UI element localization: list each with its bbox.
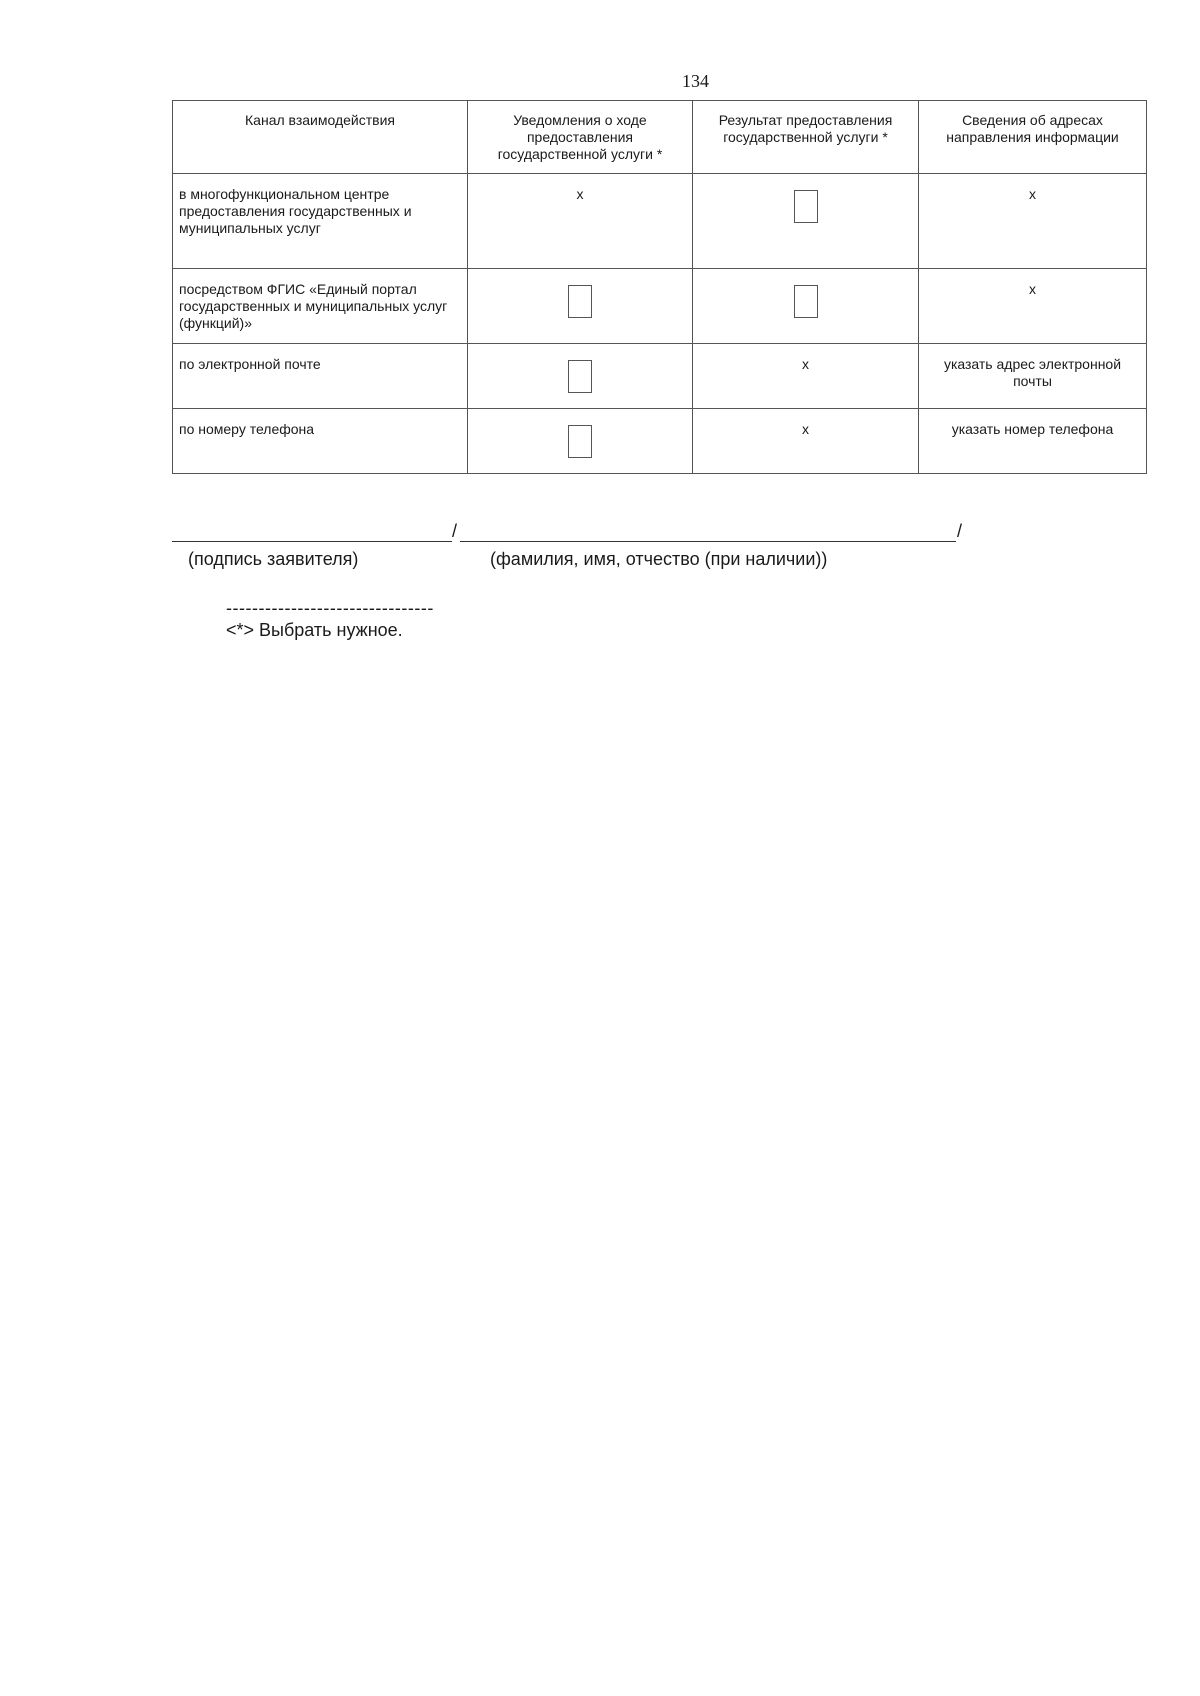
notifications-cell — [468, 174, 693, 269]
channel-cell: по электронной почте — [173, 344, 468, 409]
notifications-cell — [468, 409, 693, 474]
table-row — [173, 269, 1147, 344]
full-name-separator: / — [957, 521, 963, 541]
result-checkbox[interactable] — [794, 190, 818, 223]
signature-caption: (подпись заявителя) — [188, 549, 359, 569]
header-channel: Канал взаимодействия — [173, 101, 468, 174]
full-name-line[interactable] — [460, 541, 956, 542]
result-cell — [693, 174, 919, 269]
notifications-cell — [468, 344, 693, 409]
header-result: Результат предоставления государственной услуги * — [693, 101, 919, 174]
table-row — [173, 344, 1147, 409]
footnote-text: <*> Выбрать нужное. — [226, 620, 403, 640]
full-name-caption: (фамилия, имя, отчество (при наличии)) — [490, 549, 828, 569]
channel-cell: посредством ФГИС «Единый портал государственных и муниципальных услуг (функций)» — [173, 269, 468, 344]
footnote — [226, 597, 434, 641]
notifications-checkbox[interactable] — [568, 285, 592, 318]
notifications-checkbox[interactable] — [568, 425, 592, 458]
addresses-cell — [919, 269, 1147, 344]
table-header-row — [173, 101, 1147, 174]
interaction-channels-table — [172, 100, 1147, 474]
notifications-cell — [468, 269, 693, 344]
result-cell — [693, 409, 919, 474]
footnote-rule: -------------------------------- — [226, 598, 434, 618]
signature-line[interactable] — [172, 541, 452, 542]
signature-separator: / — [452, 521, 458, 541]
header-addresses: Сведения об адресах направления информации — [919, 101, 1147, 174]
x-mark: х — [802, 421, 809, 437]
result-cell — [693, 344, 919, 409]
x-mark: х — [576, 186, 584, 202]
x-mark: х — [802, 356, 809, 372]
addresses-cell: указать номер телефона — [919, 409, 1147, 474]
x-mark: х — [1029, 186, 1036, 202]
table-row — [173, 409, 1147, 474]
addresses-cell — [919, 174, 1147, 269]
channel-cell: в многофункциональном центре предоставления государственных и муниципальных услуг — [173, 174, 468, 269]
result-checkbox[interactable] — [794, 285, 818, 318]
header-notifications: Уведомления о ходе предоставления государственной услуги * — [468, 101, 693, 174]
addresses-cell: указать адрес электронной почты — [919, 344, 1147, 409]
result-cell — [693, 269, 919, 344]
channel-cell: по номеру телефона — [173, 409, 468, 474]
notifications-checkbox[interactable] — [568, 360, 592, 393]
x-mark: х — [1029, 281, 1036, 297]
page-number: 134 — [682, 71, 709, 91]
table-row — [173, 174, 1147, 269]
